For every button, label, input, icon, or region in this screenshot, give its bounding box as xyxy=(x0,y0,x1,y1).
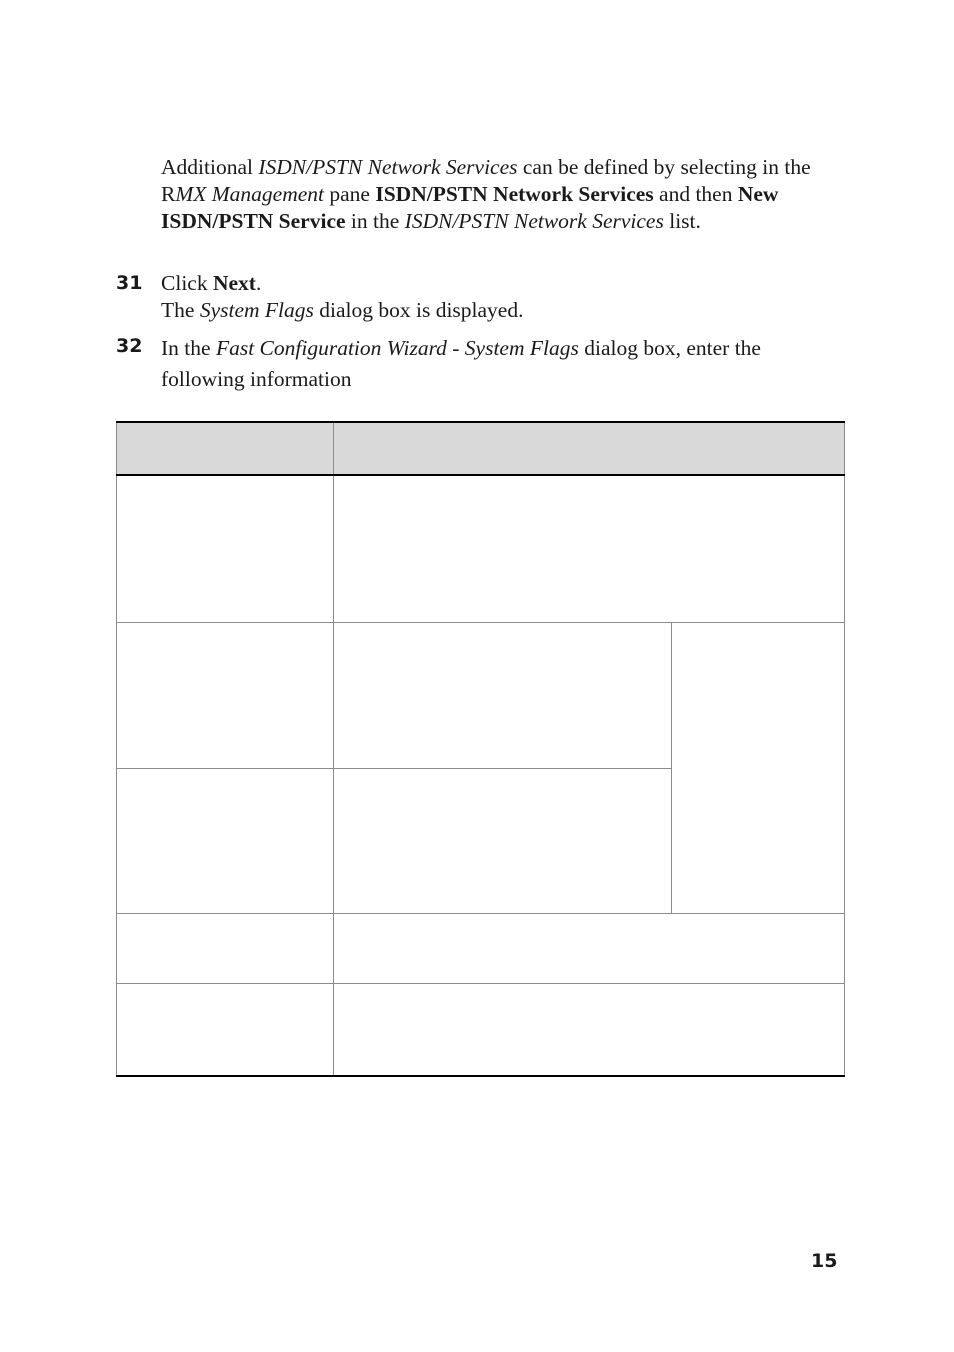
text-bold: Next xyxy=(212,271,256,295)
table-row xyxy=(117,622,845,768)
step-body xyxy=(161,270,846,324)
text: . xyxy=(255,271,262,295)
system-flags-table xyxy=(116,421,845,1077)
text-bold: ISDN/PSTN Network Services xyxy=(375,182,654,206)
step-body xyxy=(161,333,846,395)
text: Click xyxy=(161,271,213,295)
table-row xyxy=(117,475,845,622)
table-header-cell xyxy=(117,422,334,475)
text: In the xyxy=(161,336,216,360)
text-italic: System Flags xyxy=(199,298,314,322)
text: in the xyxy=(345,209,405,233)
table-row xyxy=(117,913,845,983)
text-italic: MX Management xyxy=(175,182,325,206)
text: The xyxy=(161,298,200,322)
table-cell xyxy=(334,983,845,1076)
table-cell xyxy=(117,475,334,622)
table-row xyxy=(117,983,845,1076)
table-cell xyxy=(334,622,672,768)
table-cell xyxy=(117,983,334,1076)
text: dialog box is displayed. xyxy=(313,298,524,322)
table-header-row xyxy=(117,422,845,475)
table-header-cell xyxy=(334,422,845,475)
step-number: 32 xyxy=(116,335,143,357)
table-cell xyxy=(117,913,334,983)
table-cell xyxy=(334,768,672,913)
text-italic: Fast Configuration Wizard - System Flags xyxy=(215,336,579,360)
text: dialog box, enter the following information xyxy=(161,336,761,391)
table-cell xyxy=(334,913,845,983)
table-cell xyxy=(334,475,845,622)
table-cell xyxy=(117,768,334,913)
text: Additional xyxy=(161,155,259,179)
text-italic: ISDN/PSTN Network Services xyxy=(258,155,518,179)
table-cell xyxy=(672,622,845,913)
table-cell xyxy=(117,622,334,768)
text: and then xyxy=(653,182,738,206)
text-italic: ISDN/PSTN Network Services xyxy=(404,209,664,233)
text-bold: New ISDN/PSTN Service xyxy=(161,182,779,233)
intro-paragraph xyxy=(161,154,841,235)
page-number: 15 xyxy=(811,1250,838,1272)
text: can be defined by selecting in the R xyxy=(161,155,811,206)
text: list. xyxy=(663,209,701,233)
step-number: 31 xyxy=(116,272,143,294)
text: pane xyxy=(324,182,376,206)
